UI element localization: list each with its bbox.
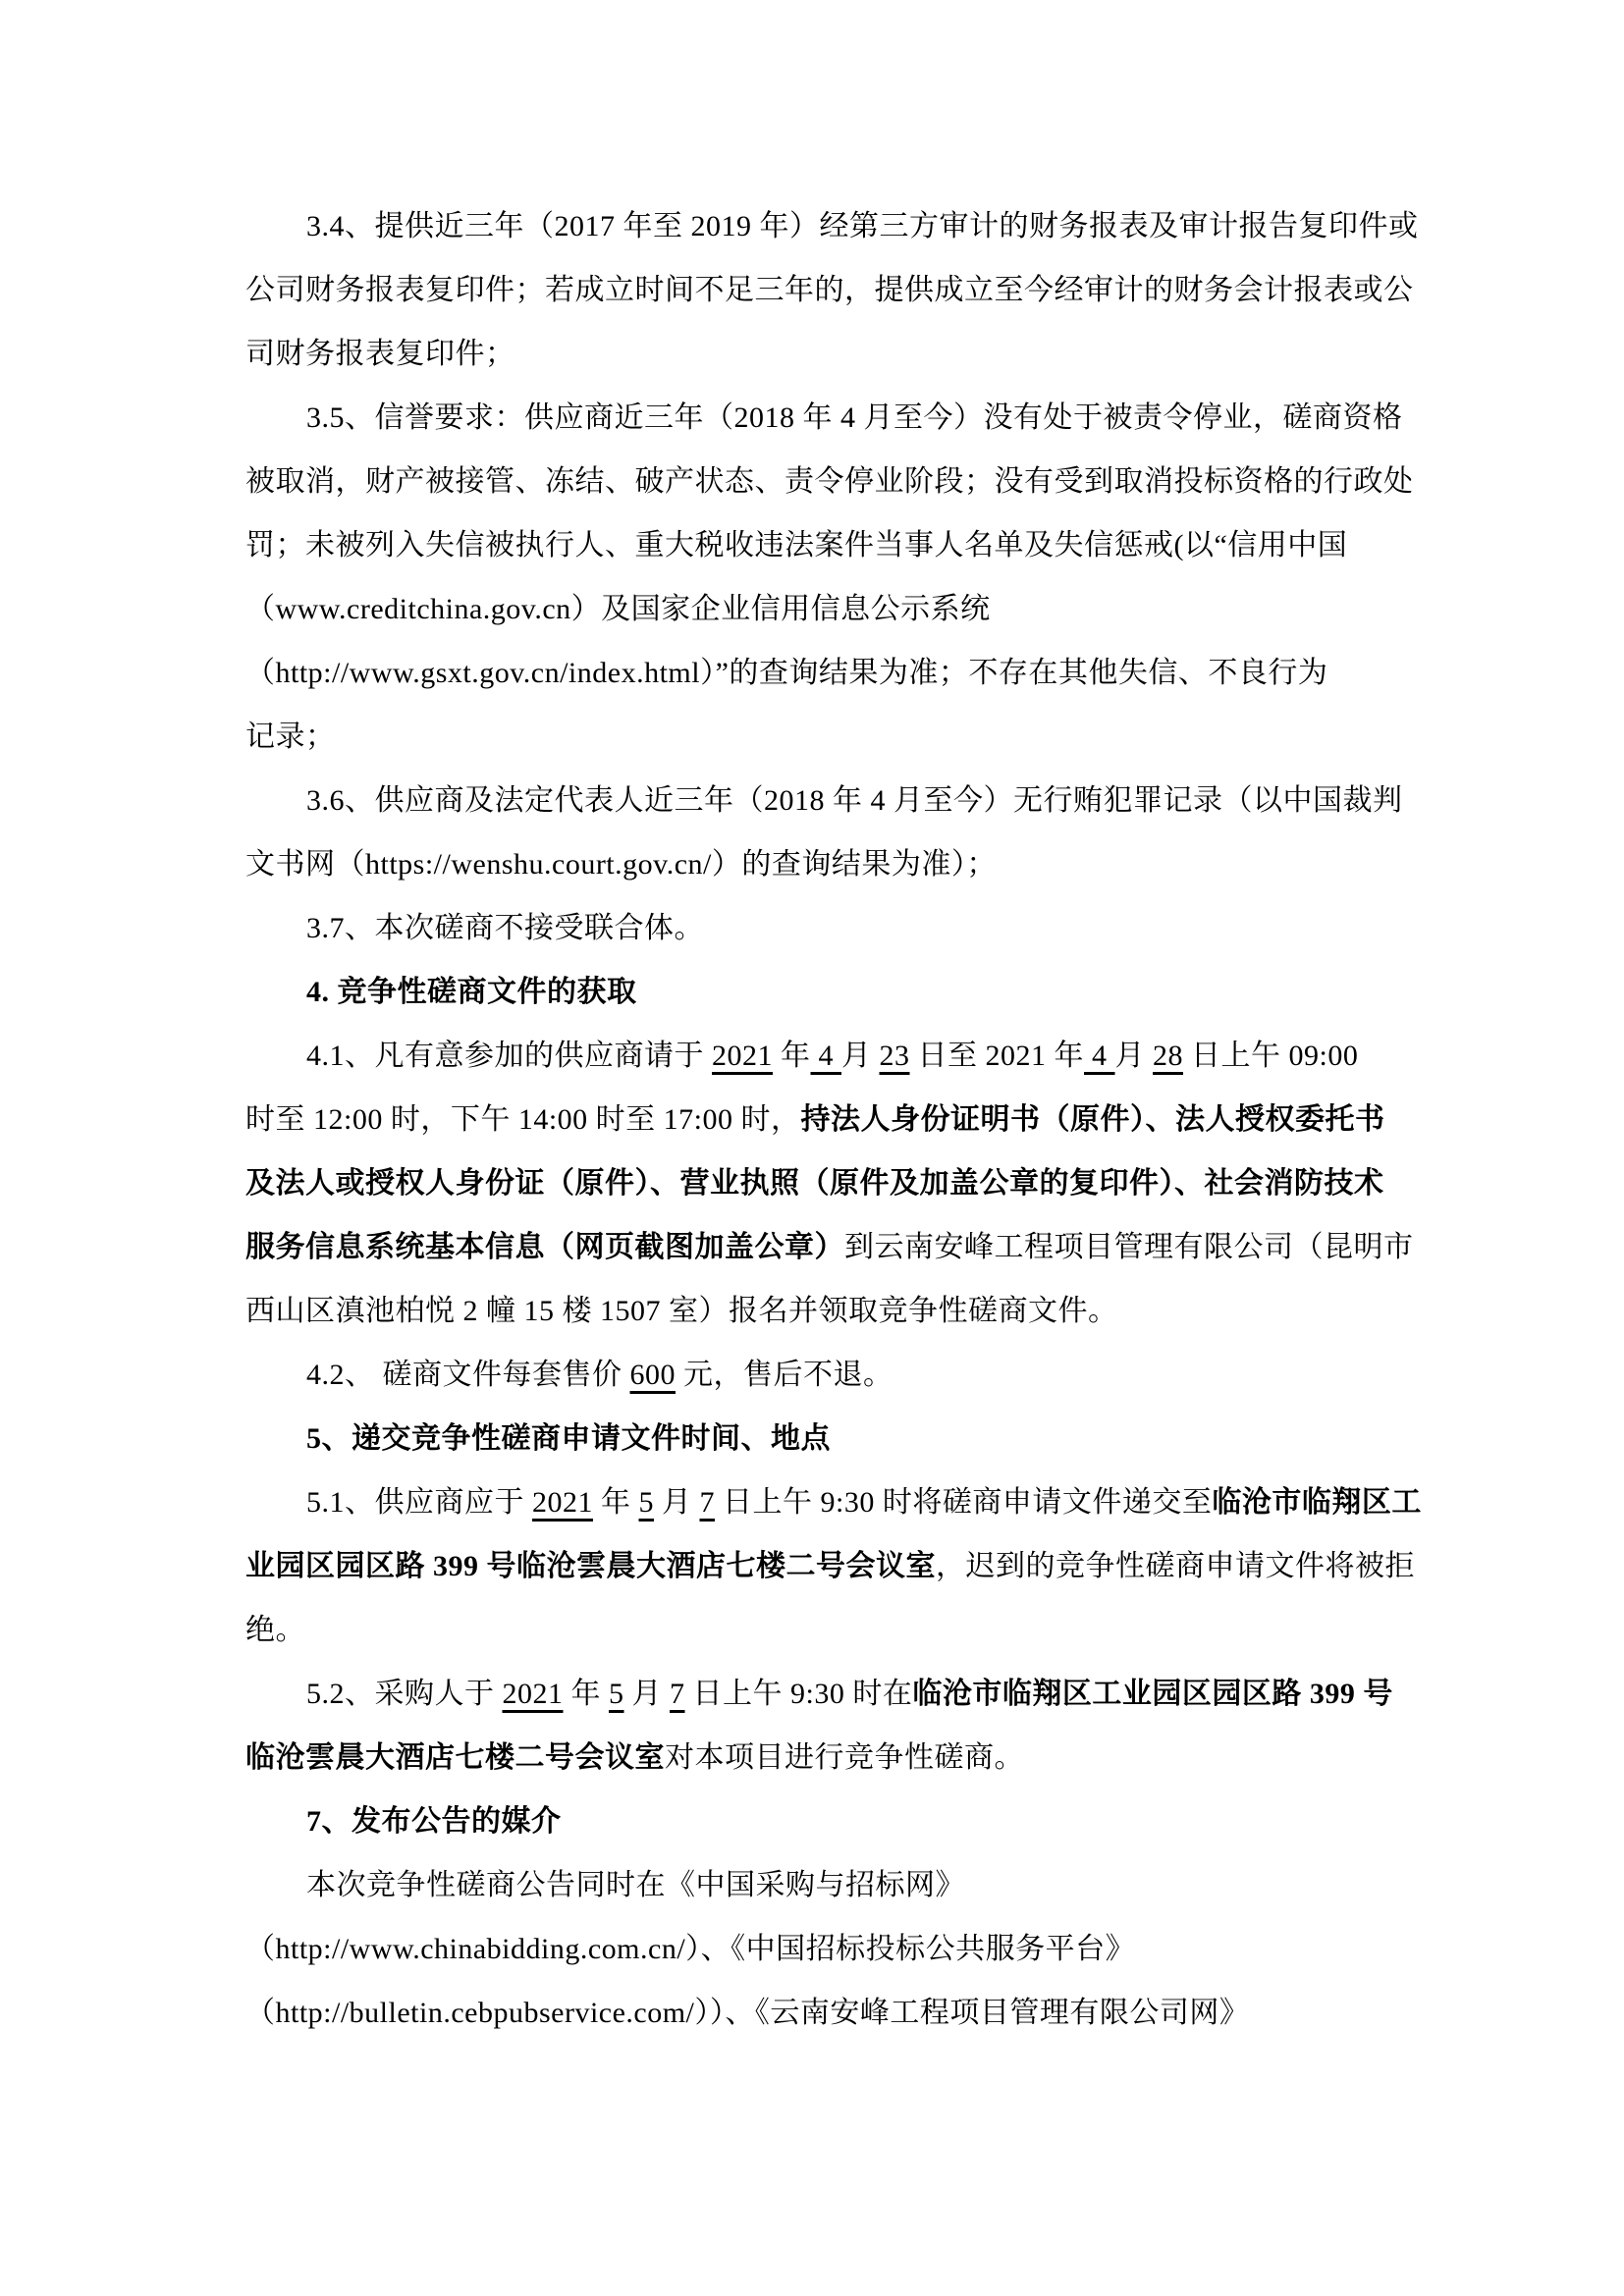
text-run: 文书网（https://wenshu.court.gov.cn/）的查询结果为准）； [245, 848, 997, 881]
bold-text-run: 5、递交竞争性磋商申请文件时间、地点 [306, 1422, 831, 1455]
text-line [245, 832, 1382, 896]
underlined-field: 5 [609, 1678, 624, 1710]
text-line [245, 513, 1382, 577]
text-line [245, 1024, 1382, 1088]
text-line [245, 1726, 1382, 1789]
bold-text-run: 临沧市临翔区工业园区园区路 399 号 [912, 1678, 1393, 1710]
text-run: 罚；未被列入失信被执行人、重大税收违法案件当事人名单及失信惩戒(以“信用中国 [245, 529, 1348, 561]
underlined-field: 600 [629, 1359, 676, 1391]
text-run: 西山区滇池柏悦 2 幢 15 楼 1507 室）报名并领取竞争性磋商文件。 [245, 1295, 1118, 1327]
text-run: 时至 12:00 时，下午 14:00 时至 17:00 时， [245, 1103, 801, 1136]
text-run: 3.7、本次磋商不接受联合体。 [306, 912, 704, 944]
text-run: 到云南安峰工程项目管理有限公司（昆明市 [844, 1231, 1414, 1263]
text-run: 3.5、信誉要求：供应商近三年（2018 年 4 月至今）没有处于被责令停业，磋商资格 [306, 401, 1403, 434]
text-run: 日上午 9:30 时将磋商申请文件递交至 [715, 1486, 1213, 1519]
text-run: 日至 2021 年 [909, 1040, 1084, 1072]
text-line [245, 960, 1382, 1024]
text-line [245, 1088, 1385, 1151]
text-line [245, 1470, 1422, 1534]
text-run: 元，售后不退。 [676, 1359, 893, 1391]
text-run: 月 [654, 1486, 700, 1519]
text-run: 本次竞争性磋商公告同时在《中国采购与招标网》 [306, 1869, 965, 1901]
text-run: 年 [593, 1486, 639, 1519]
text-run: ，迟到的竞争性磋商申请文件将被拒 [936, 1550, 1415, 1582]
text-run: （www.creditchina.gov.cn）及国家企业信用信息公示系统 [245, 593, 991, 625]
text-line [245, 322, 1382, 386]
text-line [245, 258, 1414, 322]
text-run: 被取消，财产被接管、冻结、破产状态、责令停业阶段；没有受到取消投标资格的行政处 [245, 465, 1414, 498]
bold-text-run: 持法人身份证明书（原件）、法人授权委托书 [800, 1103, 1385, 1136]
underlined-field: 2021 [712, 1040, 773, 1072]
bold-text-run: 及法人或授权人身份证（原件）、营业执照（原件及加盖公章的复印件）、社会消防技术 [245, 1167, 1384, 1200]
text-run: 司财务报表复印件； [245, 338, 515, 370]
bold-text-run: 临沧雲晨大酒店七楼二号会议室 [245, 1741, 665, 1774]
text-line [245, 577, 1382, 641]
text-run: 绝。 [245, 1614, 305, 1646]
text-run: （http://www.gsxt.gov.cn/index.html）”的查询结果为准；不存在其他失信、不良行为 [245, 657, 1328, 689]
bold-text-run: 业园区园区路 399 号临沧雲晨大酒店七楼二号会议室 [245, 1550, 936, 1582]
underlined-field: 2021 [532, 1486, 593, 1519]
text-line [245, 1151, 1382, 1215]
text-line [245, 386, 1403, 450]
text-line [245, 1917, 1382, 1981]
text-run: 日上午 09:00 [1183, 1040, 1359, 1072]
text-run: 记录； [245, 721, 336, 753]
bold-text-run: 7、发布公告的媒介 [306, 1805, 562, 1838]
underlined-field: 23 [879, 1040, 910, 1072]
text-run: 对本项目进行竞争性磋商。 [665, 1741, 1024, 1774]
bold-text-run: 临沧市临翔区工 [1212, 1486, 1422, 1519]
text-line [245, 1853, 1382, 1917]
text-run: 公司财务报表复印件；若成立时间不足三年的，提供成立至今经审计的财务会计报表或公 [245, 274, 1414, 306]
text-line [245, 1534, 1415, 1598]
text-line [245, 769, 1403, 832]
text-run: 5.1、供应商应于 [306, 1486, 532, 1519]
text-run: 年 [773, 1040, 811, 1072]
text-run: 5.2、采购人于 [306, 1678, 503, 1710]
text-run: 日上午 9:30 时在 [684, 1678, 913, 1710]
underlined-field: 7 [699, 1486, 715, 1519]
text-run: （http://www.chinabidding.com.cn/）、《中国招标投标公共服务平台》 [245, 1933, 1136, 1965]
text-line [245, 1598, 1382, 1662]
text-run: 4.2、 磋商文件每套售价 [306, 1359, 630, 1391]
text-line [245, 1981, 1382, 2045]
underlined-field: 7 [670, 1678, 685, 1710]
text-line [245, 896, 1382, 960]
text-line [245, 194, 1419, 258]
text-run: 4.1、凡有意参加的供应商请于 [306, 1040, 712, 1072]
text-line [245, 705, 1382, 769]
underlined-field: 2021 [502, 1678, 564, 1710]
text-run: 3.6、供应商及法定代表人近三年（2018 年 4 月至今）无行贿犯罪记录（以中国裁判 [306, 784, 1403, 817]
bold-text-run: 4. 竞争性磋商文件的获取 [306, 976, 637, 1008]
underlined-field: 4 [810, 1040, 841, 1072]
text-line [245, 1343, 1382, 1407]
text-line [245, 450, 1414, 513]
text-run: 月 [841, 1040, 880, 1072]
text-run: 年 [563, 1678, 609, 1710]
underlined-field: 4 [1084, 1040, 1115, 1072]
document-body [245, 194, 1422, 2045]
text-line [245, 1407, 1382, 1470]
text-line [245, 1789, 1382, 1853]
underlined-field: 28 [1153, 1040, 1183, 1072]
underlined-field: 5 [638, 1486, 654, 1519]
text-run: 3.4、提供近三年（2017 年至 2019 年）经第三方审计的财务报表及审计报告复印件或 [306, 210, 1419, 242]
text-run: （http://bulletin.cebpubservice.com/））、《云南安峰工程项目管理有限公司网》 [245, 1997, 1250, 2029]
text-line [245, 1662, 1393, 1726]
text-run: 月 [623, 1678, 670, 1710]
text-line [245, 1215, 1414, 1279]
text-line [245, 641, 1382, 705]
text-line [245, 1279, 1382, 1343]
bold-text-run: 服务信息系统基本信息（网页截图加盖公章） [245, 1231, 844, 1263]
text-run: 月 [1114, 1040, 1153, 1072]
